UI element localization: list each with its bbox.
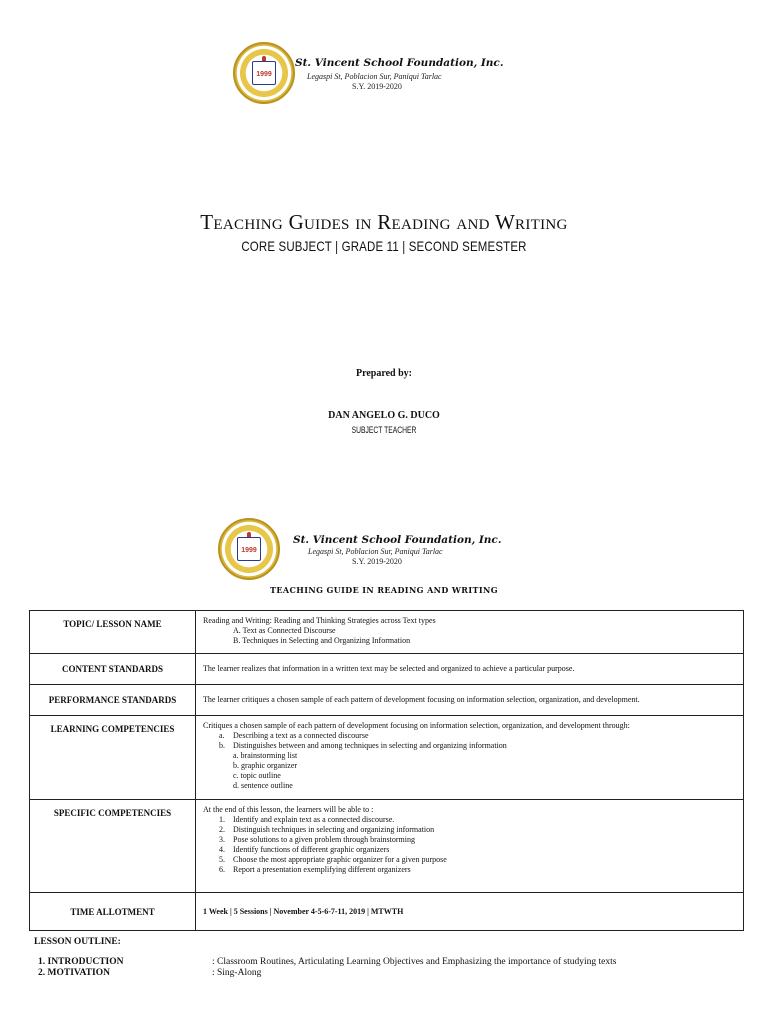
list-item: 1. Identify and explain text as a connected discourse. bbox=[219, 815, 395, 824]
prepared-by-label: Prepared by: bbox=[355, 368, 412, 379]
school-address: Legaspi St, Poblacion Sur, Paniqui Tarlac bbox=[308, 547, 443, 556]
specific-competencies-content bbox=[196, 800, 744, 893]
table-row-learning-competencies bbox=[30, 716, 744, 800]
content-standards-text: The learner realizes that information in a written text may be selected and organized to achieve a particular purpose. bbox=[196, 654, 744, 685]
school-header-top bbox=[0, 42, 768, 122]
teacher-role: SUBJECT TEACHER bbox=[351, 425, 417, 435]
learning-intro: Critiques a chosen sample of each pattern of development focusing on information selection, organization, and development through: bbox=[203, 721, 630, 730]
table-row-specific-competencies bbox=[30, 800, 744, 893]
list-item: 3. Pose solutions to a given problem through brainstorming bbox=[219, 835, 415, 844]
seal-year: 1999 bbox=[241, 547, 257, 554]
performance-standards-text: The learner critiques a chosen sample of each pattern of development focusing on information selection, organization, and development. bbox=[196, 685, 744, 716]
teacher-name: DAN ANGELO G. DUCO bbox=[328, 410, 440, 421]
topic-subtopic-a: A. Text as Connected Discourse bbox=[233, 626, 336, 635]
list-item: 2. Distinguish techniques in selecting and organizing information bbox=[219, 825, 435, 834]
learning-competencies-label: LEARNING COMPETENCIES bbox=[30, 716, 196, 800]
list-subitem: c. topic outline bbox=[233, 771, 281, 780]
list-item: a. Describing a text as a connected discourse bbox=[219, 731, 369, 740]
learning-competencies-content bbox=[196, 716, 744, 800]
list-item: b. Distinguishes between and among techniques in selecting and organizing information bbox=[219, 741, 507, 750]
topic-line: Reading and Writing: Reading and Thinking Strategies across Text types bbox=[203, 616, 436, 625]
school-address: Legaspi St, Poblacion Sur, Paniqui Tarlac bbox=[307, 72, 442, 81]
outline-item-value: : Sing-Along bbox=[212, 968, 262, 978]
list-item: 5. Choose the most appropriate graphic organizer for a given purpose bbox=[219, 855, 447, 864]
cover-title: Teaching Guides in Reading and Writing bbox=[200, 210, 568, 234]
list-item: 4. Identify functions of different graphic organizers bbox=[219, 845, 390, 854]
seal-year: 1999 bbox=[256, 71, 272, 78]
school-name: St. Vincent School Foundation, Inc. bbox=[293, 534, 502, 546]
school-seal-icon bbox=[233, 42, 295, 104]
topic-subtopic-b: B. Techniques in Selecting and Organizing Information bbox=[233, 636, 411, 645]
outline-item-value: : Classroom Routines, Articulating Learning Objectives and Emphasizing the importance of studying texts bbox=[212, 957, 617, 967]
lesson-outline-heading: LESSON OUTLINE: bbox=[34, 937, 121, 947]
school-year: S.Y. 2019-2020 bbox=[352, 82, 402, 91]
school-name: St. Vincent School Foundation, Inc. bbox=[295, 57, 504, 69]
list-item: 6. Report a presentation exemplifying different organizers bbox=[219, 865, 411, 874]
specific-intro: At the end of this lesson, the learners will be able to : bbox=[203, 805, 374, 814]
list-subitem: a. brainstorming list bbox=[233, 751, 298, 760]
table-row-time-allotment bbox=[30, 893, 744, 931]
content-standards-label: CONTENT STANDARDS bbox=[30, 654, 196, 685]
teaching-guide-table bbox=[29, 610, 744, 931]
guide-heading: TEACHING GUIDE IN READING AND WRITING bbox=[270, 585, 498, 595]
outline-item-label: 1. INTRODUCTION bbox=[38, 957, 124, 967]
performance-standards-label: PERFORMANCE STANDARDS bbox=[30, 685, 196, 716]
time-allotment-label: TIME ALLOTMENT bbox=[30, 893, 196, 931]
time-allotment-text: 1 Week | 5 Sessions | November 4-5-6-7-11, 2019 | MTWTH bbox=[196, 893, 744, 931]
cover-subtitle: CORE SUBJECT | GRADE 11 | SECOND SEMESTER bbox=[241, 238, 527, 254]
outline-item-label: 2. MOTIVATION bbox=[38, 968, 110, 978]
table-row-content-standards bbox=[30, 654, 744, 685]
school-seal-icon bbox=[218, 518, 280, 580]
topic-content bbox=[196, 611, 744, 654]
list-subitem: d. sentence outline bbox=[233, 781, 293, 790]
table-row-topic bbox=[30, 611, 744, 654]
table-row-performance-standards bbox=[30, 685, 744, 716]
topic-label: TOPIC/ LESSON NAME bbox=[30, 611, 196, 654]
school-year: S.Y. 2019-2020 bbox=[352, 557, 402, 566]
list-subitem: b. graphic organizer bbox=[233, 761, 298, 770]
specific-competencies-label: SPECIFIC COMPETENCIES bbox=[30, 800, 196, 893]
